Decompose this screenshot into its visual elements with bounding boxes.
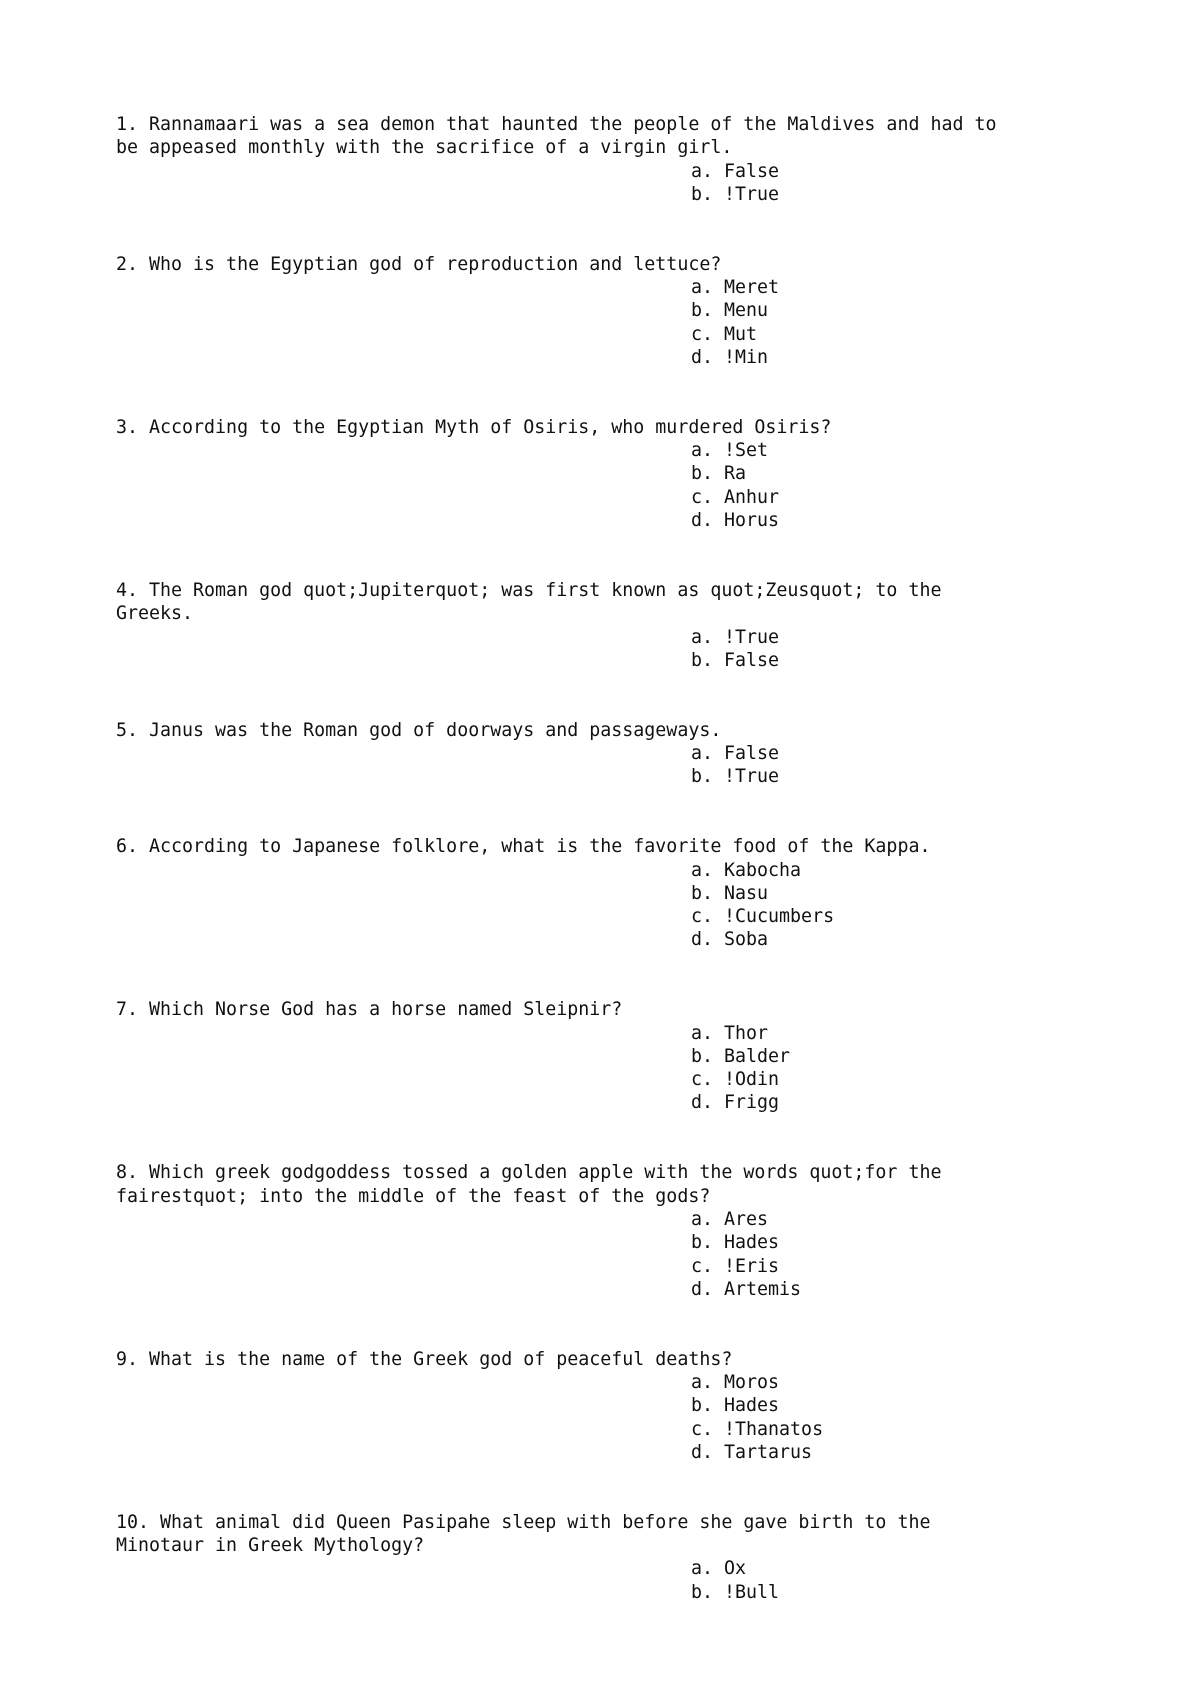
question-text: 5. Janus was the Roman god of doorways and passageways. (116, 719, 722, 741)
answer-option: b. Ra (691, 463, 747, 485)
answer-option: a. !Set (691, 440, 769, 462)
answer-options (691, 1208, 1116, 1301)
answer-options (691, 742, 1116, 789)
quiz-document (116, 113, 1116, 1604)
answer-option: a. Ox (691, 1558, 747, 1580)
answer-options (691, 859, 1116, 952)
question-text: 9. What is the name of the Greek god of peaceful deaths? (116, 1348, 733, 1370)
answer-option: b. !Bull (691, 1581, 780, 1603)
answer-options (691, 439, 1116, 532)
answer-option: c. !Cucumbers (691, 906, 835, 928)
answer-options (691, 160, 1116, 207)
answer-option: b. !True (691, 183, 780, 205)
answer-option: b. Nasu (691, 882, 769, 904)
question-text: 7. Which Norse God has a horse named Sleipnir? (116, 999, 623, 1021)
answer-option: c. !Odin (691, 1069, 780, 1091)
question-1 (116, 113, 1116, 206)
answer-options (691, 1557, 1116, 1604)
answer-option: d. Artemis (691, 1278, 802, 1300)
answer-option: c. Anhur (691, 486, 780, 508)
answer-option: c. !Thanatos (691, 1418, 824, 1440)
answer-option: d. Soba (691, 929, 769, 951)
answer-option: b. Hades (691, 1395, 780, 1417)
answer-option: b. Balder (691, 1045, 791, 1067)
answer-option: b. Hades (691, 1232, 780, 1254)
answer-option: b. !True (691, 766, 780, 788)
answer-option: d. Tartarus (691, 1441, 813, 1463)
answer-option: a. Kabocha (691, 859, 802, 881)
question-text: 2. Who is the Egyptian god of reproduction and lettuce? (116, 253, 722, 275)
answer-option: a. Thor (691, 1022, 769, 1044)
question-text: 1. Rannamaari was a sea demon that haunted the people of the Maldives and had to be appeased monthly with the sacrifice of a virgin girl. (116, 114, 997, 159)
answer-options (691, 1022, 1116, 1115)
answer-option: a. Moros (691, 1372, 780, 1394)
answer-option: b. False (691, 649, 780, 671)
question-4 (116, 579, 1116, 672)
answer-option: a. Ares (691, 1208, 769, 1230)
answer-option: d. Frigg (691, 1092, 780, 1114)
question-10 (116, 1511, 1116, 1604)
answer-option: b. Menu (691, 300, 769, 322)
question-text: 4. The Roman god quot;Jupiterquot; was first known as quot;Zeusquot; to the Greeks. (116, 579, 942, 625)
question-5 (116, 719, 1116, 789)
answer-options (691, 276, 1116, 369)
answer-option: d. Horus (691, 510, 780, 532)
answer-option: a. False (691, 743, 780, 765)
question-text: 10. What animal did Queen Pasipahe sleep with before she gave birth to the Minotaur in Greek Mythology? (116, 1511, 931, 1557)
answer-option: c. Mut (691, 323, 758, 345)
question-text: 3. According to the Egyptian Myth of Osiris, who murdered Osiris? (116, 416, 832, 438)
question-3 (116, 416, 1116, 532)
answer-option: d. !Min (691, 346, 769, 368)
question-8 (116, 1161, 1116, 1301)
question-7 (116, 998, 1116, 1114)
question-text: 8. Which greek godgoddess tossed a golden apple with the words quot;for the fairestquot; into the middle of the feast of the gods? (116, 1162, 942, 1207)
answer-option: a. Meret (691, 277, 780, 299)
answer-option: a. False (691, 160, 780, 182)
answer-options (691, 626, 1116, 673)
answer-option: c. !Eris (691, 1255, 780, 1277)
answer-options (691, 1371, 1116, 1464)
question-text: 6. According to Japanese folklore, what is the favorite food of the Kappa. (116, 836, 931, 858)
answer-option: a. !True (691, 626, 780, 648)
question-2 (116, 253, 1116, 369)
question-9 (116, 1348, 1116, 1464)
question-6 (116, 835, 1116, 951)
